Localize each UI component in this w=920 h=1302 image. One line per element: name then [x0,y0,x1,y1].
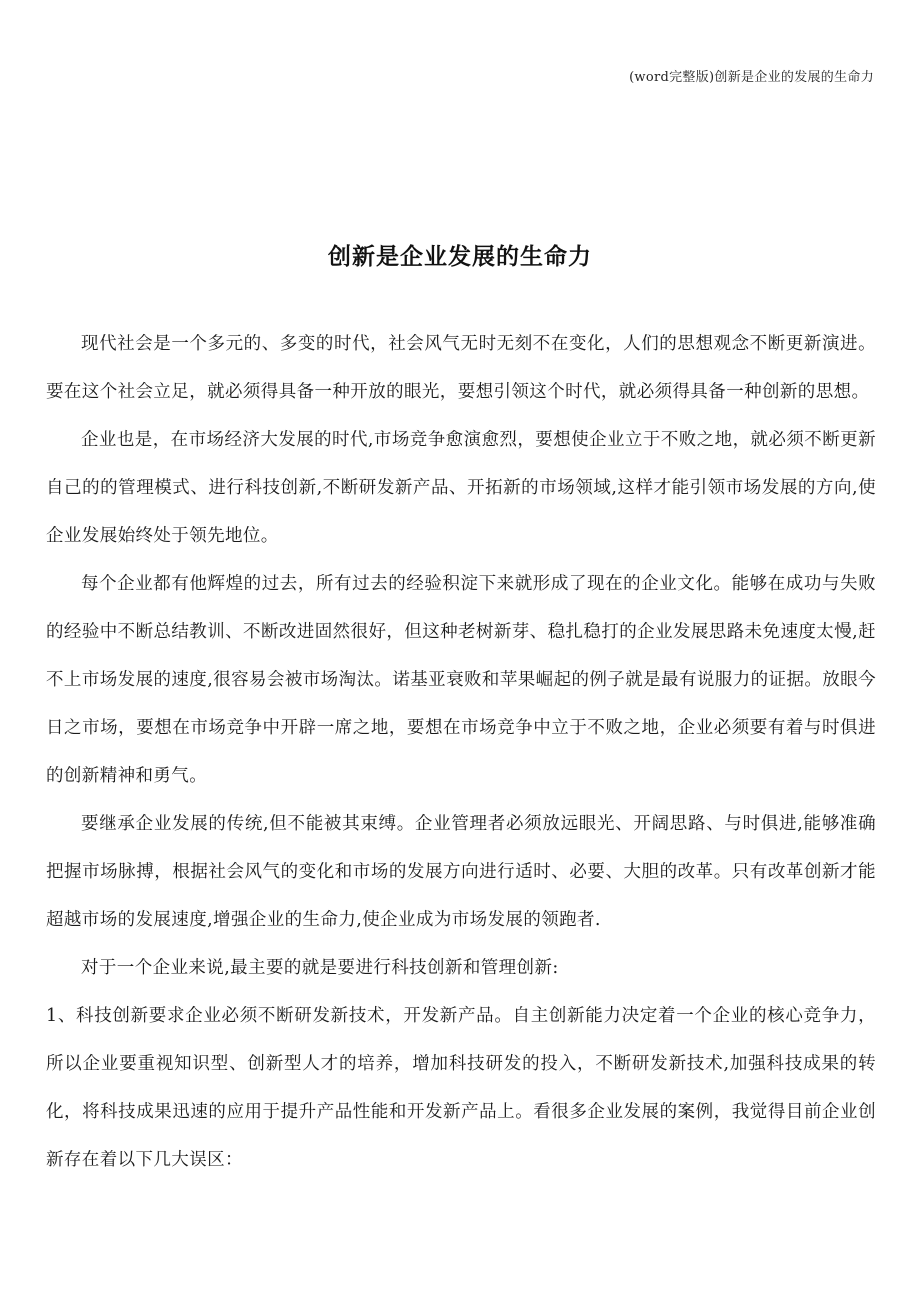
running-header: (word完整版)创新是企业的发展的生命力 [629,70,874,85]
numbered-paragraph: 1、科技创新要求企业必须不断研发新技术，开发新产品。自主创新能力决定着一个企业的核心竞争力，所以企业要重视知识型、创新型人才的培养，增加科技研发的投入，不断研发新技术,加强科技成果的转化，将科技成果迅速的应用于提升产品性能和开发新产品上。看很多企业发展的案例，我觉得目前企业创新存在着以下几大误区： [46,1006,876,1170]
paragraph: 企业也是，在市场经济大发展的时代,市场竞争愈演愈烈，要想使企业立于不败之地，就必须不断更新自己的的管理模式、进行科技创新,不断研发新产品、开拓新的市场领域,这样才能引领市场发展的方向,使企业发展始终处于领先地位。 [46,430,876,546]
paragraph: 现代社会是一个多元的、多变的时代，社会风气无时无刻不在变化，人们的思想观念不断更新演进。要在这个社会立足，就必须得具备一种开放的眼光，要想引领这个时代，就必须得具备一种创新的思想。 [46,334,876,402]
document-title: 创新是企业发展的生命力 [328,244,592,270]
paragraph: 对于一个企业来说,最主要的就是要进行科技创新和管理创新: [81,958,559,978]
paragraph: 每个企业都有他辉煌的过去，所有过去的经验积淀下来就形成了现在的企业文化。能够在成功与失败的经验中不断总结教训、不断改进固然很好，但这种老树新芽、稳扎稳打的企业发展思路未免速度太慢,赶不上市场发展的速度,很容易会被市场淘汰。诺基亚衰败和苹果崛起的例子就是最有说服力的证据。放眼今日之市场，要想在市场竞争中开辟一席之地，要想在市场竞争中立于不败之地，企业必须要有着与时俱进的创新精神和勇气。 [46,574,876,786]
paragraph: 要继承企业发展的传统,但不能被其束缚。企业管理者必须放远眼光、开阔思路、与时俱进,能够准确把握市场脉搏，根据社会风气的变化和市场的发展方向进行适时、必要、大胆的改革。只有改革创新才能超越市场的发展速度,增强企业的生命力,使企业成为市场发展的领跑者. [46,814,876,930]
document-body [46,320,876,1184]
